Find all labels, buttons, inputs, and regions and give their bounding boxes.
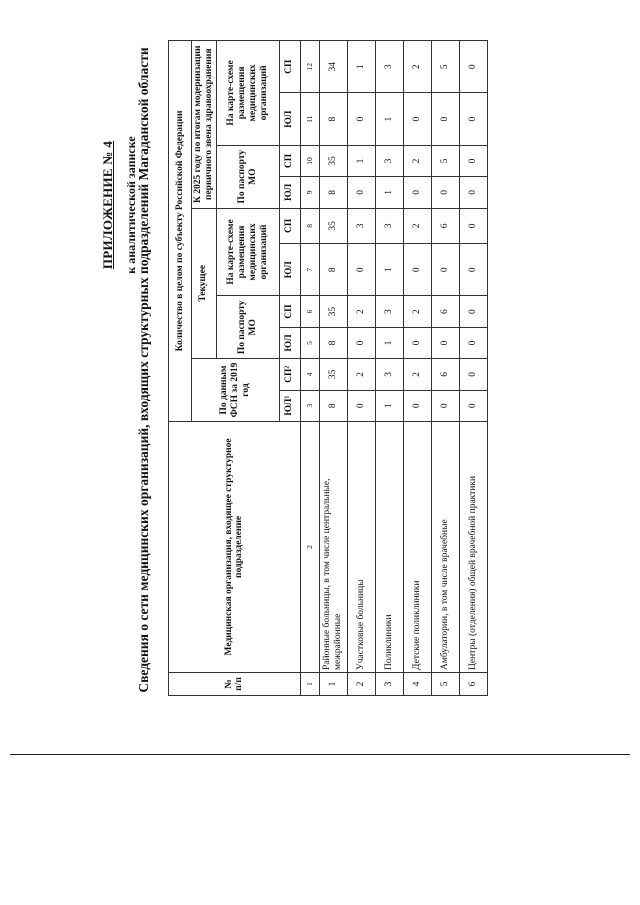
cell-value: 0 — [459, 390, 487, 421]
cell-value: 1 — [375, 93, 403, 145]
row-number: 5 — [431, 672, 459, 695]
cell-value: 3 — [375, 145, 403, 176]
cell-value: 0 — [459, 145, 487, 176]
cell-value: 1 — [347, 145, 375, 176]
cell-value: 5 — [431, 145, 459, 176]
cell-value: 0 — [347, 93, 375, 145]
cell-value: 0 — [347, 177, 375, 208]
cell-value: 8 — [319, 177, 347, 208]
row-organization: Центры (отделения) общей врачебной практики — [459, 421, 487, 672]
cell-value: 2 — [403, 208, 431, 244]
header-number: № п/п — [169, 672, 301, 695]
cell-value: 0 — [403, 93, 431, 145]
header-current-map: На карте-схеме размещения медицинских организаций — [216, 208, 279, 296]
cell-value: 35 — [319, 208, 347, 244]
header-2025-passport: По паспорту МО — [216, 145, 279, 208]
col-number: 9 — [300, 177, 319, 208]
header-sp: СП — [279, 296, 300, 327]
cell-value: 1 — [375, 177, 403, 208]
cell-value: 0 — [431, 93, 459, 145]
cell-value: 0 — [431, 244, 459, 296]
cell-value: 8 — [319, 327, 347, 358]
cell-value: 1 — [375, 390, 403, 421]
header-yl: ЮЛ — [279, 93, 300, 145]
cell-value: 5 — [431, 41, 459, 94]
table-row — [459, 41, 487, 696]
cell-value: 6 — [431, 296, 459, 327]
cell-value: 1 — [347, 41, 375, 94]
cell-value: 3 — [375, 296, 403, 327]
cell-value: 0 — [403, 177, 431, 208]
cell-value: 0 — [459, 296, 487, 327]
appendix-title: ПРИЛОЖЕНИЕ № 4 — [100, 140, 115, 270]
cell-value: 0 — [459, 208, 487, 244]
cell-value: 35 — [319, 145, 347, 176]
row-organization: Детские поликлиники — [403, 421, 431, 672]
cell-value: 8 — [319, 93, 347, 145]
cell-value: 2 — [403, 41, 431, 94]
header-sp: СП — [279, 145, 300, 176]
cell-value: 0 — [459, 359, 487, 390]
cell-value: 3 — [375, 359, 403, 390]
table-row — [403, 41, 431, 696]
header-current: Текущее — [192, 208, 217, 359]
header-2025-map: На карте-схеме размещения медицинских организаций — [216, 41, 279, 146]
page-separator-line — [10, 754, 630, 755]
cell-value: 0 — [347, 390, 375, 421]
col-number: 11 — [300, 93, 319, 145]
header-yl-fsn: ЮЛ¹ — [279, 390, 300, 421]
table-row — [431, 41, 459, 696]
header-sp-fsn: СП² — [279, 359, 300, 390]
col-number: 1 — [300, 672, 319, 695]
medical-organizations-table — [168, 40, 488, 696]
cell-value: 3 — [347, 208, 375, 244]
cell-value: 3 — [375, 208, 403, 244]
row-number: 2 — [347, 672, 375, 695]
col-number: 2 — [300, 421, 319, 672]
row-number: 4 — [403, 672, 431, 695]
cell-value: 3 — [375, 41, 403, 94]
cell-value: 0 — [403, 244, 431, 296]
row-organization: Поликлиники — [375, 421, 403, 672]
rotated-page-content — [60, 20, 610, 720]
cell-value: 2 — [403, 145, 431, 176]
appendix-heading — [100, 55, 139, 355]
header-sp: СП — [279, 208, 300, 244]
col-number: 12 — [300, 41, 319, 94]
cell-value: 35 — [319, 359, 347, 390]
header-organization: Медицинская организация, входящее структурное подразделение — [169, 421, 301, 672]
appendix-subtitle: к аналитической записке — [124, 136, 138, 274]
table-row — [375, 41, 403, 696]
row-organization: Участковые больницы — [347, 421, 375, 672]
row-number: 1 — [319, 672, 347, 695]
cell-value: 2 — [403, 296, 431, 327]
cell-value: 0 — [459, 177, 487, 208]
header-fsn-2019: По данным ФСН за 2019 год — [192, 359, 280, 422]
header-yl: ЮЛ — [279, 177, 300, 208]
cell-value: 8 — [319, 390, 347, 421]
header-sp: СП — [279, 41, 300, 94]
header-yl: ЮЛ — [279, 244, 300, 296]
row-organization: Амбулатории, в том числе врачебные — [431, 421, 459, 672]
col-number: 10 — [300, 145, 319, 176]
header-2025: К 2025 году по итогам модернизации первичного звена здравоохранения — [192, 41, 217, 209]
cell-value: 0 — [459, 244, 487, 296]
row-organization: Районные больницы, в том числе центральные, межрайонные — [319, 421, 347, 672]
cell-value: 0 — [459, 41, 487, 94]
cell-value: 0 — [403, 390, 431, 421]
cell-value: 0 — [431, 390, 459, 421]
cell-value: 34 — [319, 41, 347, 94]
col-number: 5 — [300, 327, 319, 358]
table-row — [347, 41, 375, 696]
table-row — [319, 41, 347, 696]
cell-value: 35 — [319, 296, 347, 327]
header-current-passport: По паспорту МО — [216, 296, 279, 359]
cell-value: 0 — [459, 93, 487, 145]
cell-value: 6 — [431, 208, 459, 244]
col-number: 3 — [300, 390, 319, 421]
cell-value: 0 — [347, 244, 375, 296]
col-number: 7 — [300, 244, 319, 296]
cell-value: 1 — [375, 327, 403, 358]
col-number: 4 — [300, 359, 319, 390]
col-number: 6 — [300, 296, 319, 327]
col-number: 8 — [300, 208, 319, 244]
cell-value: 2 — [347, 296, 375, 327]
row-number: 3 — [375, 672, 403, 695]
cell-value: 0 — [431, 177, 459, 208]
cell-value: 6 — [431, 359, 459, 390]
cell-value: 8 — [319, 244, 347, 296]
cell-value: 0 — [403, 327, 431, 358]
row-number: 6 — [459, 672, 487, 695]
header-yl: ЮЛ — [279, 327, 300, 358]
column-number-row — [300, 41, 319, 696]
cell-value: 1 — [375, 244, 403, 296]
cell-value: 2 — [403, 359, 431, 390]
cell-value: 0 — [431, 327, 459, 358]
table-caption: Сведения о сети медицинских организаций, входящих структурных подразделений Магаданской области — [136, 47, 151, 693]
cell-value: 2 — [347, 359, 375, 390]
header-total: Количество в целом по субъекту Российской Федерации — [169, 41, 192, 422]
cell-value: 0 — [459, 327, 487, 358]
cell-value: 0 — [347, 327, 375, 358]
